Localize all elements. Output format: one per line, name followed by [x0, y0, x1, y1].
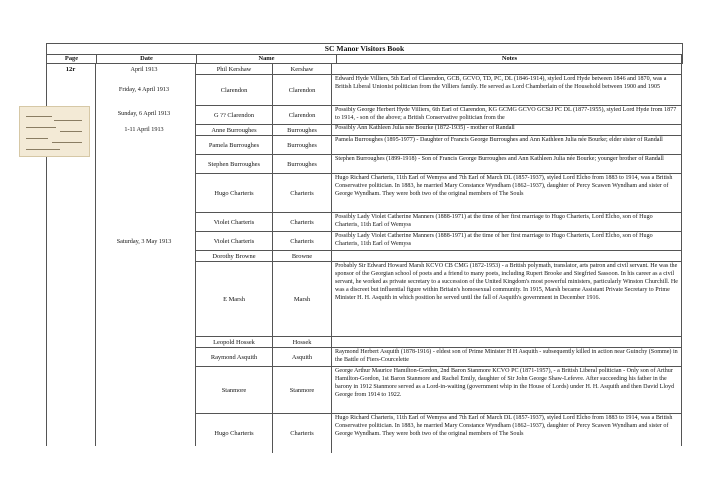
table-row [196, 64, 681, 75]
visitor-surname: Clarendon [273, 106, 332, 124]
visitor-notes: Possibly Ann Kathleen Julia née Bourke (1872-1935) - mother of Randall [335, 125, 515, 131]
visitor-surname: Burroughes [273, 125, 332, 135]
visitor-name: Hugo Charteris [196, 174, 273, 212]
header-name: Name [196, 55, 337, 64]
signature-stroke [54, 120, 82, 121]
signature-stroke [60, 131, 82, 132]
visitor-name: Phil Kershaw [196, 64, 273, 74]
date-entry: April 1913 [130, 66, 158, 73]
visitor-name: Hugo Charteris [196, 414, 273, 453]
visitor-surname: Hossek [273, 337, 332, 347]
column-divider-page [95, 64, 96, 446]
visitor-name: Stanmore [196, 367, 273, 413]
visitor-surname: Kershaw [273, 64, 332, 74]
table-row [196, 367, 681, 414]
table-row [196, 174, 681, 213]
visitor-surname: Charteris [273, 174, 332, 212]
table-row [196, 262, 681, 337]
table-row [196, 106, 681, 125]
table-row [196, 251, 681, 262]
visitor-notes: Possibly George Herbert Hyde Villiers, 6th Earl of Clarendon, KG GCMG GCVO GCStJ PC DL (1877-1955), styled Lord Hyde from 1877 to 1914, - son of the above; a British Conservative politician from the [335, 107, 677, 121]
visitor-surname: Asquith [273, 348, 332, 366]
visitor-notes: Probably Sir Edward Howard Marsh KCVO CB CMG (1872-1953) - a British polymath, translator, arts patron and civil servant. He was the sponsor of the Georgian school of poets and a friend to many poets, including Rupert Brooke and Siegfried Sassoon. In his career as a civil servant, he worked as private secretary to a succession of the United Kingdom's most powerful ministers, particularly Winston Churchill. He was a discreet but influential figure within Britain's homosexual community. In 1915, Marsh became Assistant Private Secretary to Prime Minister H. H. Asquith in which position he served until the fall of Asquith's government in December 1916. [335, 263, 678, 301]
page-number: 12r [65, 66, 76, 73]
table-row [196, 414, 681, 453]
signature-stroke [26, 138, 48, 139]
visitor-notes: Possibly Lady Violet Catherine Manners (1888-1971) at the time of her first marriage to Hugo Charteris, Lord Elcho, son of Hugo Charteris, 11th Earl of Wemyss [335, 214, 653, 228]
visitor-surname: Charteris [273, 232, 332, 250]
table-row [196, 232, 681, 251]
header-notes: Notes [336, 55, 683, 64]
table-row [196, 348, 681, 367]
signature-stroke [26, 149, 60, 150]
visitor-notes: Hugo Richard Charteris, 11th Earl of Wemyss and 7th Earl of March DL (1857-1937), styled Lord Elcho from 1883 to 1914, was a British Conservative politician. In 1883, he married Mary Constance Wyndham (1862–1937), daughter of Percy Scawen Wyndham and sister of George Wyndham. They were both two of the original members of The Souls [335, 415, 673, 437]
visitor-name: Anne Burroughes [196, 125, 273, 135]
visitor-surname: Burroughes [273, 136, 332, 154]
header-page: Page [46, 55, 97, 64]
visitor-name: Clarendon [196, 75, 273, 105]
visitor-notes: Pamela Burroughes (1895-1977) - Daughter of Francis George Burroughes and Ann Kathleen Julia née Bourke; elder sister of Randall [335, 137, 663, 143]
visitor-notes: Raymond Herbert Asquith (1878-1916) - eldest son of Prime Minister H H Asquith - subsequently killed in action near Guinchy (Somme) in the Battle of Fiers-Courcelette [335, 349, 678, 363]
date-entry: Sunday, 6 April 1913 [117, 110, 171, 117]
visitor-name: Raymond Asquith [196, 348, 273, 366]
visitor-notes: Stephen Burroughes (1899-1918) - Son of Francis George Burroughes and Ann Kathleen Julia née Bourke; younger brother of Randall [335, 156, 664, 162]
visitor-notes: Edward Hyde Villiers, 5th Earl of Clarendon, GCB, GCVO, TD, PC, DL (1846-1914), styled Lord Hyde between 1846 and 1870, was a British Liberal Unionist politician from the Villiers family. He served as Lord Chamberlain of the Household between 1900 and 1905 [335, 76, 667, 90]
signature-stroke [26, 127, 56, 128]
visitor-surname: Stanmore [273, 367, 332, 413]
table-row [196, 213, 681, 232]
visitor-surname: Burroughes [273, 155, 332, 173]
header-date: Date [96, 55, 197, 64]
visitor-surname: Charteris [273, 414, 332, 453]
visitor-notes: Possibly Lady Violet Catherine Manners (1888-1971) at the time of her first marriage to Hugo Charteris, Lord Elcho, son of Hugo Charteris, 11th Earl of Wemyss [335, 233, 653, 247]
date-entry: Saturday, 3 May 1913 [116, 238, 172, 245]
visitor-name: G ?? Clarendon [196, 106, 273, 124]
visitor-name: Violet Charteris [196, 213, 273, 231]
visitor-surname: Clarendon [273, 75, 332, 105]
visitor-name: Leopold Hossek [196, 337, 273, 347]
date-entry: Friday, 4 April 1913 [118, 86, 170, 93]
signature-stroke [52, 142, 82, 143]
visitor-notes: Hugo Richard Charteris, 11th Earl of Wemyss and 7th Earl of March DL (1857-1937), styled Lord Elcho from 1883 to 1914, was a British Conservative politician. In 1883, he married Mary Constance Wyndham (1862–1937), daughter of Percy Scawen Wyndham and sister of George Wyndham. They were both two of the original members of The Souls [335, 175, 673, 197]
table-border-right [681, 54, 682, 446]
table-row [196, 337, 681, 348]
visitor-name: E Marsh [196, 262, 273, 336]
document-title: SC Manor Visitors Book [46, 43, 683, 55]
visitor-notes: George Arthur Maurice Hamilton-Gordon, 2nd Baron Stanmore KCVO PC (1871-1957), - a British Liberal politician - Only son of Arthur Hamilton-Gordon, 1st Baron Stanmore and Rachel Emily, daughter of Sir John George Shaw-Lefevre. After succeeding his father in the barony in 1912 Stanmore served as a Lord-in-waiting (government whip in the House of Lords) under H. H. Asquith and then David Lloyd George from 1914 to 1922. [335, 368, 675, 398]
signature-stroke [26, 116, 52, 117]
visitor-surname: Charteris [273, 213, 332, 231]
table-row [196, 155, 681, 174]
visitor-name: Stephen Burroughes [196, 155, 273, 173]
visitor-name: Violet Charteris [196, 232, 273, 250]
date-entry: 1-11 April 1913 [124, 126, 164, 133]
visitor-name: Pamela Burroughes [196, 136, 273, 154]
signature-page-thumbnail-icon [19, 106, 90, 157]
table-row [196, 125, 681, 136]
table-row [196, 75, 681, 106]
visitor-surname: Marsh [273, 262, 332, 336]
table-row [196, 136, 681, 155]
visitor-surname: Browne [273, 251, 332, 261]
visitor-name: Dorothy Browne [196, 251, 273, 261]
